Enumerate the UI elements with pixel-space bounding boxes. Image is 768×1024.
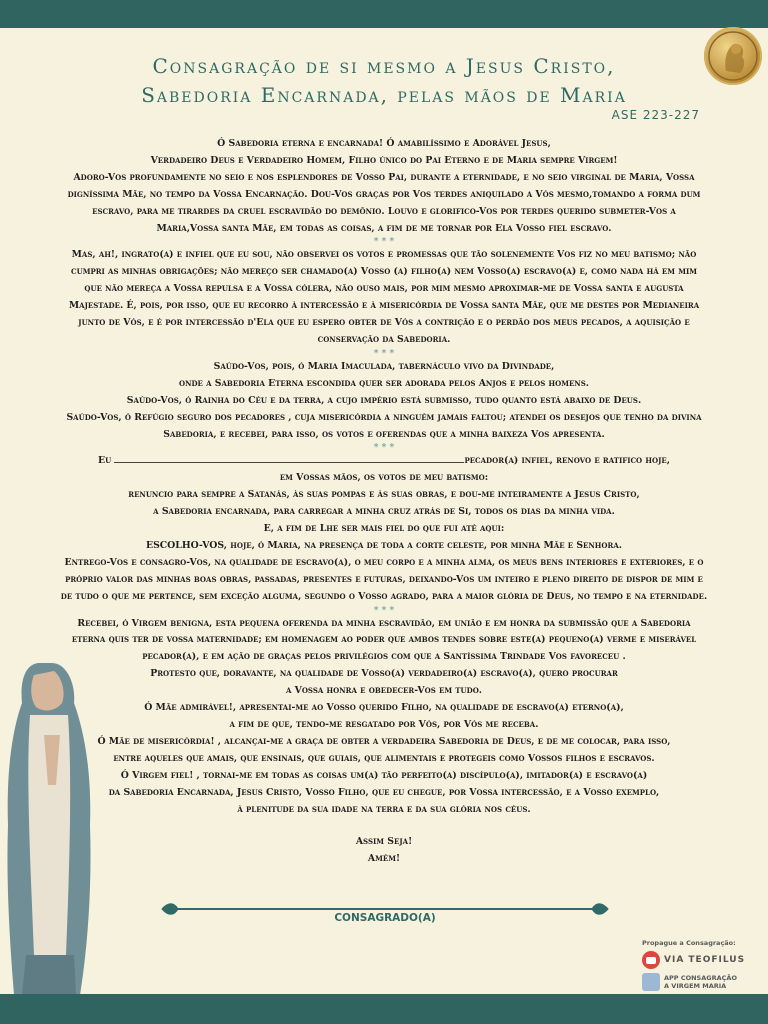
text-line: a Vossa honra e obedecer-Vos em tudo. bbox=[285, 685, 483, 697]
text-line: Maria,Vossa santa Mãe, em todas as coisas, a fim de me tornar por Ela Vosso fiel escravo. bbox=[156, 222, 612, 234]
paragraph-3 bbox=[4, 359, 764, 444]
closing-line-2: Amém! bbox=[367, 853, 401, 865]
text-line: Verdadeiro Deus e Verdadeiro Homem, Filho único do Pai Eterno e de Maria sempre Virgem! bbox=[150, 154, 618, 166]
text-line: eterna quis ter de vossa maternidade; em homenagem ao poder que ambos tendes sobre este(a) pequeno(a) verme e miserável bbox=[71, 634, 697, 646]
separator: * * * bbox=[373, 605, 395, 616]
text-line: Ó Sabedoria eterna e encarnada! Ó amabilíssimo e Adorável Jesus, bbox=[217, 138, 551, 149]
name-blank[interactable] bbox=[114, 453, 464, 463]
text-line: escravo, para me tirardes da cruel escravidão do demônio. Louvo e glorifico-Vos por terdes querido submeter-Vos a bbox=[92, 205, 676, 217]
text-line: Ó Virgem fiel! , tornai-me em todas as coisas um(a) tão perfeito(a) discípulo(a), imitador(a) e escravo(a) bbox=[120, 769, 648, 781]
text-line: cumpri as minhas obrigações; não mereço ser chamado(a) Vosso (a) filho(a) nem Vosso(a) escravo(a) e, como nada há em mim bbox=[71, 266, 697, 278]
text-line: próprio valor das minhas boas obras, passadas, presentes e futuras, deixando-Vos um inteiro e pleno direito de dispor de mim e bbox=[65, 573, 703, 585]
text-line: a fim de que, tendo-me resgatado por Vós, por Vós me receba. bbox=[229, 719, 539, 730]
reference-label: ASE 223-227 bbox=[611, 108, 700, 122]
text-line: conservação da Sabedoria. bbox=[317, 333, 451, 345]
title-line-2: Sabedoria Encarnada, pelas mãos de Maria bbox=[141, 83, 627, 107]
youtube-icon bbox=[642, 951, 660, 969]
name-line bbox=[4, 453, 764, 470]
title-line-1: Consagração de si mesmo a Jesus Cristo, bbox=[152, 54, 616, 78]
bottom-border bbox=[0, 994, 768, 1024]
text-line: onde a Sabedoria Eterna escondida quer ser adorada pelos Anjos e pelos homens. bbox=[178, 377, 589, 389]
text-line: de tudo o que me pertence, sem exceção alguma, segundo o Vosso agrado, para a maior glória de Deus, no tempo e na eternidade. bbox=[60, 590, 708, 602]
text-line: Entrego-Vos e consagro-Vos, na qualidade de escravo(a), o meu corpo e a minha alma, os meus bens interiores e exteriores, e o bbox=[64, 556, 704, 568]
name-suffix: pecador(a) infiel, renovo e ratifico hoje, bbox=[464, 455, 670, 467]
prayer-text bbox=[4, 136, 764, 868]
separator: * * * bbox=[373, 443, 395, 454]
text-line: Saúdo-Vos, ó Rainha do Céu e da terra, a cujo império está submisso, tudo quanto está abaixo de Deus. bbox=[126, 394, 642, 406]
final-paragraph bbox=[4, 616, 764, 819]
signature-label: CONSAGRADO(A) bbox=[334, 912, 436, 924]
promo-panel bbox=[642, 939, 754, 991]
text-line: Majestade. É, pois, por isso, que eu recorro à intercessão e à misericórdia de Vossa santa Mãe, que me destes por Medianeira bbox=[68, 300, 700, 312]
text-line: Adoro-Vos profundamente no seio e nos esplendores de Vosso Pai, durante a eternidade, e no seio virginal de Maria, Vossa bbox=[73, 171, 695, 183]
text-line: entre aqueles que amais, que ensinais, que guiais, que alimentais e protegeis como Vossos filhos e escravos. bbox=[113, 752, 655, 764]
promo-heading: Propague a Consagração: bbox=[642, 939, 736, 947]
text-line: junto de Vós, e é por intercessão d'Ela que eu espero obter de Vós a contrição e o perdão dos meus pecados, a aquisição e bbox=[78, 317, 690, 329]
text-line: renuncio para sempre a Satanás, às suas pompas e às suas obras, e dou-me inteiramente a Jesus Cristo, bbox=[128, 489, 640, 501]
text-line: Sabedoria, e recebei, para isso, os votos e oferendas que a minha baixeza Vos apresenta. bbox=[163, 428, 605, 440]
text-line: ESCOLHO-VOS, hoje, ó Maria, na presença de toda a corte celeste, por minha Mãe e Senhora. bbox=[145, 539, 622, 551]
closing-line-1: Assim Seja! bbox=[355, 836, 413, 848]
text-line: E, a fim de Lhe ser mais fiel do que fui até aqui: bbox=[263, 523, 505, 535]
virgin-mary-figure bbox=[0, 655, 100, 1010]
page-title bbox=[40, 52, 728, 110]
youtube-link[interactable] bbox=[642, 951, 754, 969]
text-line: Ó Mãe admirável!, apresentai-me ao Vosso querido Filho, na qualidade de escravo(a) eterno(a), bbox=[144, 702, 624, 714]
text-line: Saúdo-Vos, pois, ó Maria Imaculada, tabernáculo vivo da Divindade, bbox=[213, 360, 555, 372]
text-line: a Sabedoria encarnada, para carregar a minha cruz atrás de Si, todos os dias da minha vida. bbox=[153, 506, 615, 518]
text-line: Saúdo-Vos, ó Refúgio seguro dos pecadores , cuja misericórdia a ninguém jamais faltou; atendei os desejos que tenho da divina bbox=[66, 411, 702, 423]
separator: * * * bbox=[373, 348, 395, 359]
name-prefix: Eu bbox=[98, 455, 112, 467]
text-line: pecador(a), e em ação de graças pelos privilégios com que a Santíssima Trindade Vos favoreceu . bbox=[142, 651, 626, 663]
text-line: da Sabedoria Encarnada, Jesus Cristo, Vosso Filho, que eu chegue, por Vossa intercessão, e a Vosso exemplo, bbox=[108, 786, 660, 798]
text-line: digníssima Mãe, no tempo da Vossa Encarnação. Dou-Vos graças por Vos terdes aniquilado a Vós mesmo,tomando a forma dum bbox=[67, 188, 701, 200]
text-line: à plenitude da sua idade na terra e da sua glória nos céus. bbox=[237, 803, 531, 815]
youtube-label: VIA TEOFILUS bbox=[664, 955, 746, 965]
top-border bbox=[0, 0, 768, 28]
app-link[interactable] bbox=[642, 973, 754, 991]
text-line: Protesto que, doravante, na qualidade de Vosso(a) verdadeiro(a) escravo(a), quero procurar bbox=[150, 668, 618, 680]
commitment-paragraph bbox=[4, 453, 764, 605]
separator: * * * bbox=[373, 237, 395, 248]
text-line: Ó Mãe de misericórdia! , alcançai-me a graça de obter a verdadeira Sabedoria de Deus, e de me colocar, para isso, bbox=[97, 735, 671, 747]
app-icon bbox=[642, 973, 660, 991]
text-line: que não mereça a Vossa repulsa e a Vossa cólera, não ouso mais, por mim mesmo aproximar-me de Vossa santa e augusta bbox=[84, 283, 684, 295]
paragraph-1 bbox=[4, 136, 764, 237]
text-line: em Vossas mãos, os votos de meu batismo: bbox=[279, 472, 489, 484]
app-label-line-2: A VIRGEM MARIA bbox=[664, 982, 727, 990]
text-line: Recebei, ó Virgem benigna, esta pequena oferenda da minha escravidão, em união e em honra da submissão que a Sabedoria bbox=[77, 617, 691, 629]
paragraph-2 bbox=[4, 247, 764, 348]
text-line: Mas, ah!, ingrato(a) e infiel que eu sou, não observei os votos e promessas que tão solenemente Vos fiz no meu batismo; não bbox=[71, 249, 697, 261]
app-label-line-1: APP CONSAGRAÇÃO bbox=[664, 974, 737, 982]
